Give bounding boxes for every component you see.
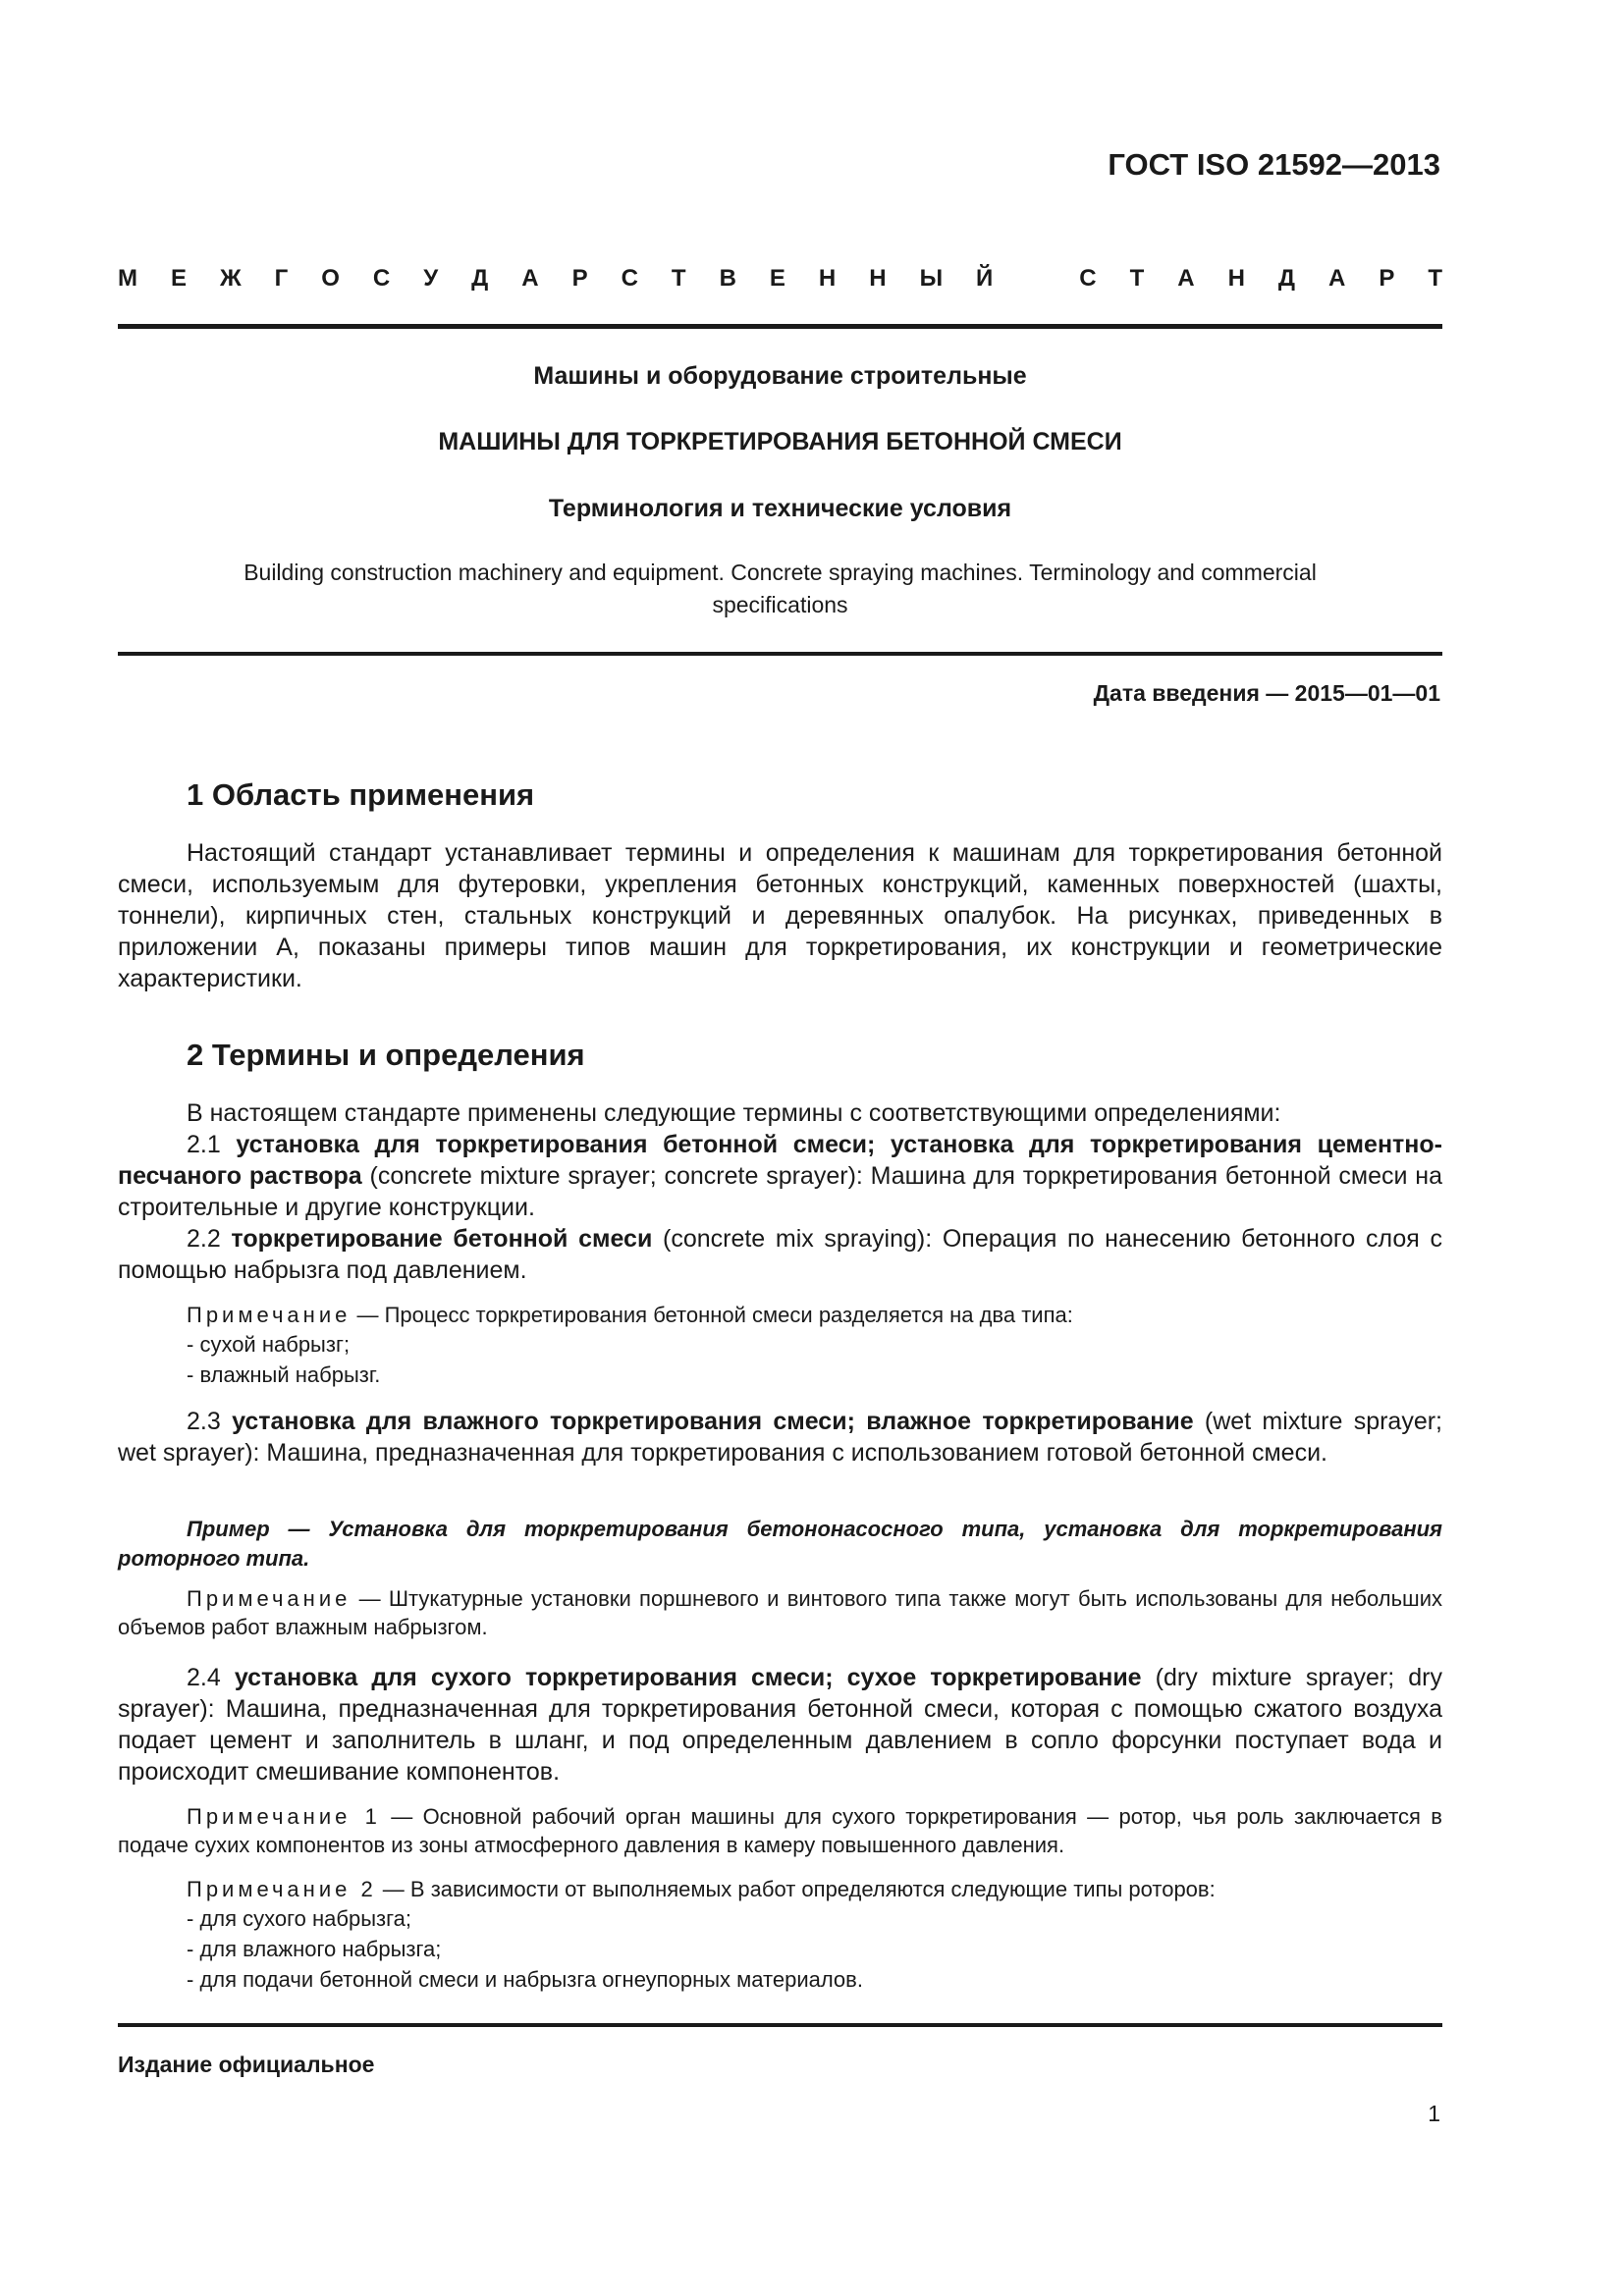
heading-letter: О [321,265,340,292]
document-number: ГОСТ ISO 21592—2013 [1108,147,1440,182]
official-edition-label: Издание официальное [118,2052,375,2077]
heading-letter: Т [1129,265,1145,292]
term-2-1 [118,1129,1442,1223]
note-label: Примечание [187,1303,352,1327]
example-2-3: Пример — Установка для торкретирования бетононасосного типа, установка для торкретирования роторного типа. [118,1517,1442,1571]
heading-letter: Н [1227,265,1245,292]
heading-letter: С [372,265,391,292]
note-label: Примечание [187,1586,352,1611]
note-2-3 [118,1584,1442,1641]
interstate-standard-heading [118,265,1442,293]
term-name: установка для торкретирования бетонной смеси; установка для торкретирования цементно-песчаного раствора [118,1131,1442,1190]
heading-letter: У [423,265,439,292]
term-definition: (concrete mixture sprayer; concrete sprayer): Машина для торкретирования бетонной смеси на строительные и другие конструкции. [118,1162,1442,1221]
heading-letter: Ы [919,265,944,292]
list-item: - сухой набрызг; [187,1332,351,1357]
heading-letter: Г [274,265,289,292]
term-number: 2.4 [187,1664,235,1691]
heading-letter: Т [671,265,686,292]
note-2-4-2 [118,1875,1442,1903]
heading-letter: В [719,265,736,292]
heading-letter: М [118,265,137,292]
introduction-date: Дата введения — 2015—01—01 [1093,680,1440,706]
term-name: торкретирование бетонной смеси [231,1225,653,1253]
heading-letter: Р [1379,265,1395,292]
note-text: — Штукатурные установки поршневого и винтового типа также могут быть использованы для небольших объемов работ влажным набрызгом. [118,1586,1442,1639]
heading-letter: Д [1277,265,1296,292]
section-1-text: Настоящий стандарт устанавливает термины и определения к машинам для торкретирования бетонной смеси, используемым для футеровки, укрепления бетонных конструкций, каменных поверхностей (шахты, тоннели), кирпичных стен, стальных конструкций и деревянных опалубок. На рисунках, приведенных в приложении А, показаны примеры типов машин для торкретирования, их конструкции и геометрические характеристики. [118,839,1442,992]
term-definition: (dry mixture sprayer; dry sprayer): Машина, предназначенная для торкретирования бетонной смеси, которая с помощью сжатого воздуха подает цемент и заполнитель в шланг, и под определенным давлением в сопло форсунки поступает вода и происходит смешивание компонентов. [118,1664,1442,1786]
heading-letter: Д [471,265,489,292]
note-label: Примечание 2 [187,1877,377,1901]
term-2-2 [118,1223,1442,1286]
heading-letter: А [1328,265,1346,292]
heading-letter: Н [869,265,887,292]
standard-subtitle: Терминология и технические условия [548,495,1012,522]
term-definition: (wet mixture sprayer; wet sprayer): Машина, предназначенная для торкретирования с использованием готовой бетонной смеси. [118,1408,1443,1467]
heading-letter: А [1177,265,1195,292]
term-definition: (concrete mix spraying): Операция по нанесению бетонного слоя с помощью набрызга под давлением. [118,1225,1442,1284]
section-2-intro: В настоящем стандарте применены следующие термины с соответствующими определениями: [187,1099,1281,1127]
term-number: 2.1 [187,1131,237,1158]
section-1-heading: 1 Область применения [187,777,535,812]
heading-letter: А [521,265,539,292]
section-2-heading: 2 Термины и определения [187,1038,585,1072]
list-item: - для сухого набрызга; [187,1906,412,1931]
word-gap [1026,265,1046,293]
standard-title: МАШИНЫ ДЛЯ ТОРКРЕТИРОВАНИЯ БЕТОННОЙ СМЕСИ [438,428,1122,455]
term-2-4 [118,1662,1442,1788]
footer-rule [118,2023,1442,2027]
list-item: - для влажного набрызга; [187,1937,442,1961]
term-name: установка для влажного торкретирования смеси; влажное торкретирование [232,1408,1194,1435]
list-item: - влажный набрызг. [187,1362,381,1387]
page-number: 1 [1428,2101,1440,2126]
heading-letter: Н [818,265,837,292]
heading-letter: С [1079,265,1097,292]
heading-letter: С [621,265,638,292]
top-rule [118,324,1442,329]
heading-letter: Р [571,265,588,292]
note-label: Примечание 1 [187,1804,381,1829]
title-rule [118,652,1442,656]
note-text: — Процесс торкретирования бетонной смеси разделяется на два типа: [351,1303,1073,1327]
list-item: - для подачи бетонной смеси и набрызга огнеупорных материалов. [187,1967,863,1992]
term-2-3 [118,1406,1442,1468]
heading-letter: Й [976,265,994,292]
heading-letter: Ж [219,265,242,292]
term-number: 2.3 [187,1408,233,1435]
english-title: Building construction machinery and equipment. Concrete spraying machines. Terminology and commercial specifications [244,560,1317,617]
heading-letter: Е [170,265,187,292]
standard-group: Машины и оборудование строительные [533,362,1027,390]
note-2-4-1 [118,1802,1442,1859]
heading-letter: Е [769,265,785,292]
note-text: — Основной рабочий орган машины для сухого торкретирования — ротор, чья роль заключается в подаче сухих компонентов из зоны атмосферного давления в камеру повышенного давления. [118,1804,1442,1857]
note-text: — В зависимости от выполняемых работ определяются следующие типы роторов: [376,1877,1216,1901]
term-name: установка для сухого торкретирования смеси; сухое торкретирование [234,1664,1142,1691]
heading-letter: Т [1428,265,1442,292]
note-2-2 [118,1301,1442,1329]
term-number: 2.2 [187,1225,232,1253]
